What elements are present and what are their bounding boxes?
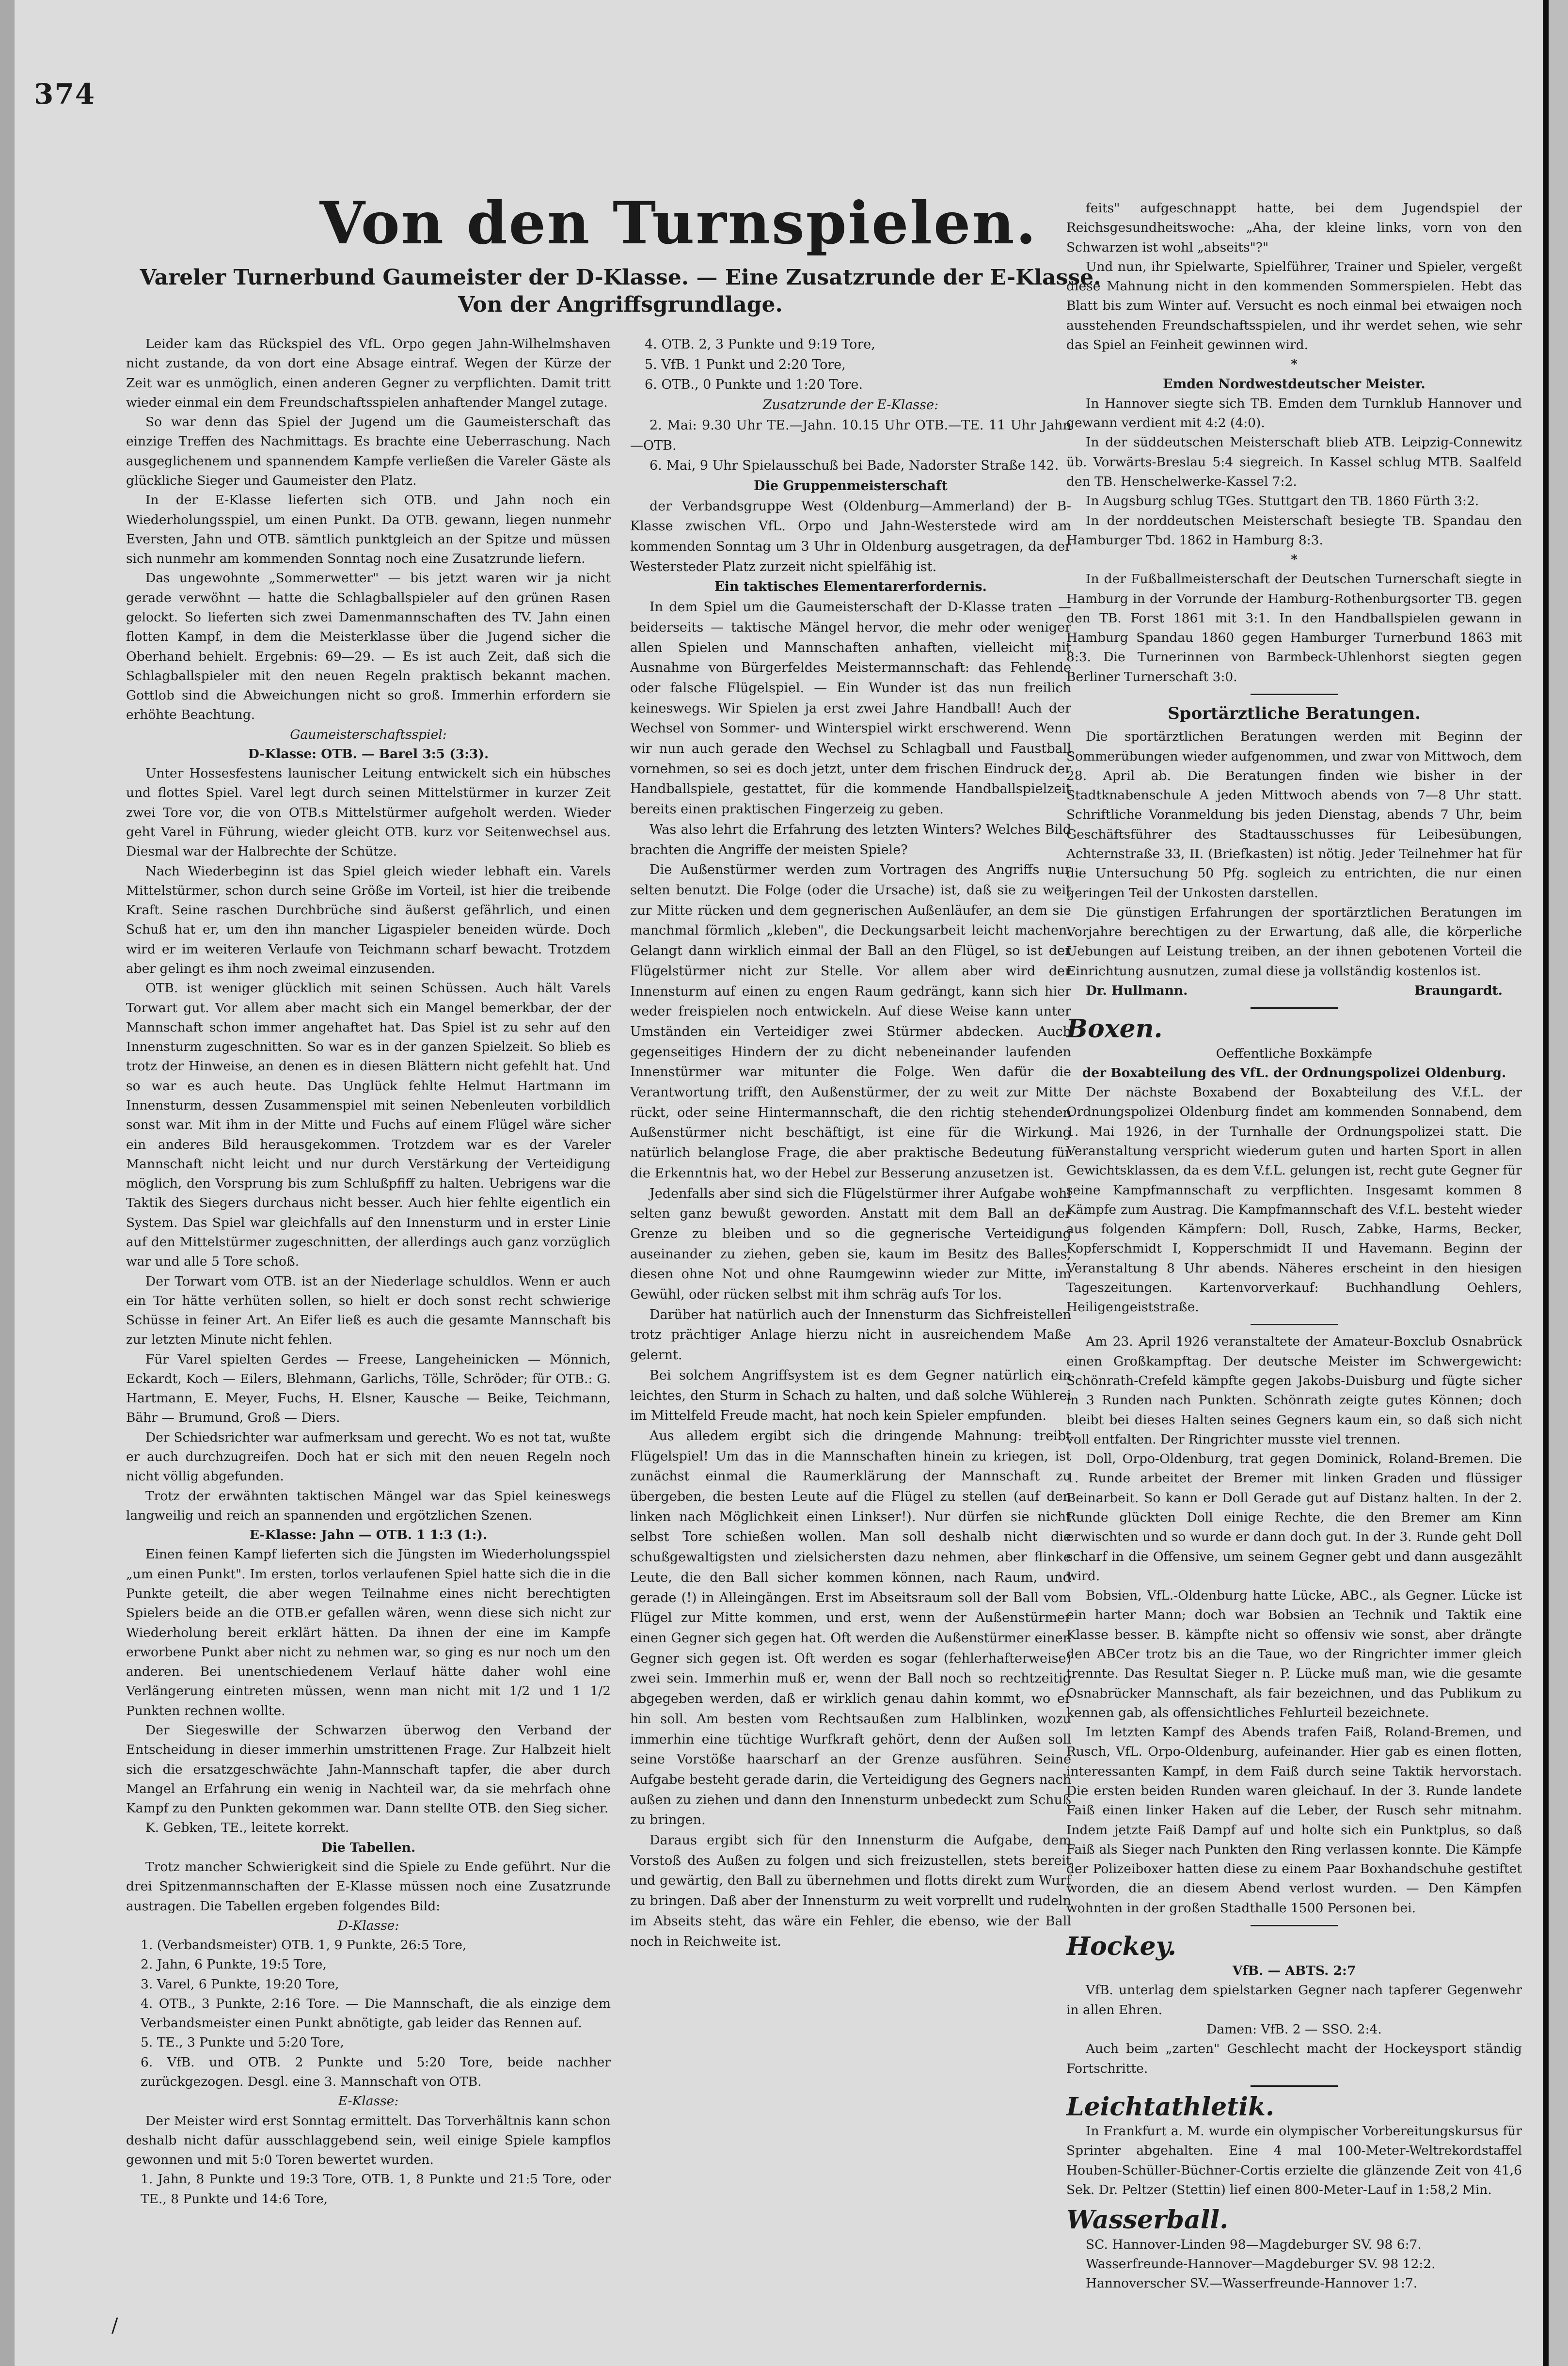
paragraph: Leider kam das Rückspiel des VfL. Orpo gegen Jahn-Wilhelmshaven nicht zustande, da von dort eine Absage eintraf. Wegen der Kürze der Zeit war es unmöglich, einen anderen Gegner zu verpflichten. Damit tritt wieder einmal ein dem Freundschaftsspielen anhaftender Mangel zutage.: [126, 336, 611, 410]
divider: [1251, 1925, 1338, 1926]
paragraph: Doll, Orpo-Oldenburg, trat gegen Dominick, Roland-Bremen. Die 1. Runde arbeitet der Bremer mit linken Graden und flüssiger Beinarbeit. So kann er Doll Gerade gut auf Distanz halten. In der 2. Runde glückten Doll einige Rechte, die den Bremer am Kinn erwischten und so wurde er dann doch gut. In der 3. Runde geht Doll scharf in die Offensive, um seinem Gegner gebt und dann ausgezählt wird.: [1066, 1451, 1522, 1584]
section-heading: Hockey.: [1066, 1931, 1176, 1961]
result-line: Wasserfreunde-Hannover—Magdeburger SV. 98 12:2.: [1086, 2256, 1436, 2271]
paragraph: Am 23. April 1926 veranstaltete der Amateur-Boxclub Osnabrück einen Großkampftag. Der deutsche Meister im Schwergewicht: Schönrath-Crefeld kämpfte gegen Jakobs-Duisburg und fügte sicher in 3 Runden nach Punkten. Schönrath zeigte gutes Können; doch bleibt bei dieses Halten seines Gegners kaum ein, so daß sich nicht voll entfalten. Der Ringrichter musste viel trennen.: [1066, 1334, 1522, 1447]
paragraph: Unter Hossesfestens launischer Leitung entwickelt sich ein hübsches und flottes Spiel. Varel legt durch seinen Mittelstürmer in kurzer Zeit zwei Tore vor, die von OTB.s Mittelstürmer aufgeholt werden. Wieder geht Varel in Führung, wieder gleicht OTB. kurz vor Seitenwechsel aus. Diesmal war der Halbrechte der Schütze.: [126, 766, 611, 859]
result-line: Damen: VfB. 2 — SSO. 2:4.: [1206, 2022, 1382, 2037]
paragraph: Bei solchem Angriffsystem ist es dem Gegner natürlich ein leichtes, den Sturm in Schach zu halten, und daß solche Wühlerei im Mittelfeld Freude macht, hat noch kein Spieler empfunden.: [630, 1367, 1071, 1424]
list-item: 6. OTB., 0 Punkte und 1:20 Tore.: [645, 377, 863, 393]
section-heading: Gaumeisterschaftsspiel:: [290, 727, 447, 742]
paragraph: Für Varel spielten Gerdes — Freese, Langeheinicken — Mönnich, Eckardt, Koch — Eilers, Blehmann, Garlichs, Tölle, Schröder; für OTB.: G. Hartmann, E. Meyer, Fuchs, H. Elsner, Kausche — Beike, Teichmann, Bähr — Brumund, Groß — Diers.: [126, 1351, 611, 1426]
paragraph: Die günstigen Erfahrungen der sportärztlichen Beratungen im Vorjahre berechtigen zu der Erwartung, daß alle, die körperliche Uebungen auf Leistung treiben, an der ihnen gebotenen Vorteil die Einrichtung ausnutzen, zumal diese ja vollständig kostenlos ist.: [1066, 905, 1522, 979]
paragraph: Der Torwart vom OTB. ist an der Niederlage schuldlos. Wenn er auch ein Tor hätte verhüten sollen, so hielt er doch sonst recht schwierige Schüsse in feiner Art. An Eifer ließ es auch die gesamte Mannschaft bis zur letzten Minute nicht fehlen.: [126, 1273, 611, 1348]
paragraph: In der norddeutschen Meisterschaft besiegte TB. Spandau den Hamburger Tbd. 1862 in Hamburg 8:3.: [1066, 513, 1522, 548]
subheadline-line-1: Vareler Turnerbund Gaumeister der D-Klasse. — Eine Zusatzrunde der E-Klasse.: [140, 265, 1101, 290]
paragraph: Auch beim „zarten" Geschlecht macht der Hockeysport ständig Fortschritte.: [1066, 2041, 1522, 2076]
standings-list: [630, 334, 1071, 395]
section-heading: Boxen.: [1066, 1014, 1163, 1044]
subheadline: [126, 264, 1115, 318]
section-heading: Die Gruppenmeisterschaft: [754, 478, 948, 493]
separator-star: *: [1291, 552, 1298, 568]
table-heading: D-Klasse:: [337, 1918, 399, 1933]
paragraph: Aus alledem ergibt sich die dringende Mahnung: treibt Flügelspiel! Um das in die Mannschaften hinein zu kriegen, ist zunächst einmal die Raumerklärung der Mannschaft zu übergeben, die besten Leute auf die Flügel zu stellen (auf den linken nach Möglichkeit einen Linkser!). Nur dürfen sie nicht selbst Tore schießen wollen. Man soll deshalb nicht die schußgewaltigsten und zielsichersten dazu nehmen, aber flinke Leute, die den Ball sicher kommen können, nach Raum, und gerade (!) in Alleingängen. Erst im Abseitsraum soll der Ball vom Flügel zur Mitte kommen, und erst, wenn der Außenstürmer einen Gegner sich gegen hat. Oft werden die Außenstürmer einen Gegner sich gegen ist. Oft werden es sogar (fehlerhafterweise) zwei sein. Immerhin muß er, wenn der Ball noch so rechtzeitig abgegeben werden, daß er wirklich genau dahin kommt, wo er hin soll. Am besten vom Rechtsaußen zum Halblinken, wozu immerhin eine tüchtige Wurfkraft gehört, denn der Außen soll seine Vorstöße haarscharf an der Grenze ausführen. Seine Aufgabe besteht gerade darin, die Verteidigung des Gegners nach außen zu ziehen und dann den Innensturm unbedeckt zum Schuß zu bringen.: [630, 1428, 1071, 1828]
section-heading: Sportärztliche Beratungen.: [1168, 704, 1421, 724]
paragraph: In Augsburg schlug TGes. Stuttgart den TB. 1860 Fürth 3:2.: [1086, 493, 1479, 509]
result-line: SC. Hannover-Linden 98—Magdeburger SV. 98 6:7.: [1086, 2237, 1422, 2252]
result-line: VfB. — ABTS. 2:7: [1232, 1963, 1356, 1979]
margin-mark: /: [111, 2315, 118, 2337]
divider: [1251, 1324, 1338, 1325]
paragraph: Der Schiedsrichter war aufmerksam und gerecht. Wo es not tat, wußte er auch durchzugreifen. Doch hat er sich mit den neuen Regeln noch nicht völlig abgefunden.: [126, 1429, 611, 1484]
paragraph: Die Außenstürmer werden zum Vortragen des Angriffs nur selten benutzt. Die Folge (oder die Ursache) ist, daß sie zu weit zur Mitte rücken und dem gegnerischen Außenläufer, an dem sie manchmal förmlich „kleben", die Deckungsarbeit leicht machen. Gelangt dann wirklich einmal der Ball an den Flügel, so ist der Flügelstürmer nicht zur Stelle. Vor allem aber wird der Innensturm auf einen zu engen Raum gedrängt, kann sich hier weder freispielen noch entwickeln. Auf diese Weise kann unter Umständen ein Verteidiger zwei Stürmer abdecken. Auch gegenseitiges Hindern der zu dicht nebeneinander laufenden Innenstürmer war mitunter die Folge. Wen dafür die Verantwortung trifft, den Außenstürmer, der zu weit zur Mitte rückt, oder seine Hintermannschaft, die den richtig stehenden Außenstürmer nicht beschäftigt, ist eine für die Wirkung natürlich belanglose Frage, die aber praktische Bedeutung für die Erkenntnis hat, wo der Hebel zur Besserung anzusetzen ist.: [630, 862, 1071, 1181]
match-heading: E-Klasse: Jahn — OTB. 1 1:3 (1:).: [249, 1527, 488, 1543]
list-item: 6. VfB. und OTB. 2 Punkte und 5:20 Tore, beide nachher zurückgezogen. Desgl. eine 3. Mannschaft von OTB.: [141, 2054, 611, 2090]
paragraph: 6. Mai, 9 Uhr Spielausschuß bei Bade, Nadorster Straße 142.: [649, 458, 1059, 474]
subheadline-line-2: Von der Angriffsgrundlage.: [458, 292, 783, 317]
paragraph: In Hannover siegte sich TB. Emden dem Turnklub Hannover und gewann verdient mit 4:2 (4:0).: [1066, 396, 1522, 431]
divider: [1251, 2085, 1338, 2087]
paragraph: In der E-Klasse lieferten sich OTB. und Jahn noch ein Wiederholungsspiel, um einen Punkt. Da OTB. gewann, liegen nunmehr Eversten, Jahn und OTB. sämtlich punktgleich an der Spitze und müssen sich nunmehr am kommenden Sonntag noch eine Zusatzrunde liefern.: [126, 492, 611, 567]
page-number: 374: [34, 78, 96, 111]
paragraph: Das ungewohnte „Sommerwetter" — bis jetzt waren wir ja nicht gerade verwöhnt — hatte die Schlagballspieler auf den grünen Rasen gelockt. So lieferten sich zwei Damenmannschaften des TV. Jahn einen flotten Kampf, in dem die Meisterklasse über die Jugend sicher die Oberhand behielt. Ergebnis: 69—29. — Es ist auch Zeit, daß sich die Schlagballspieler mit den neuen Regeln praktisch bekannt machen. Gottlob sind die Abweichungen nicht so groß. Immerhin erfordern sie erhöhte Beachtung.: [126, 571, 611, 723]
list-item: 5. VfB. 1 Punkt und 2:20 Tore,: [645, 357, 846, 372]
paragraph: Trotz der erwähnten taktischen Mängel war das Spiel keineswegs langweilig und reich an spannenden und ergötzlichen Szenen.: [126, 1488, 611, 1523]
table-heading: E-Klasse:: [338, 2094, 399, 2109]
standings-list: [126, 2170, 611, 2209]
subheading: Oeffentliche Boxkämpfe: [1216, 1046, 1373, 1061]
match-heading: D-Klasse: OTB. — Barel 3:5 (3:3).: [248, 746, 489, 762]
paragraph: In Frankfurt a. M. wurde ein olympischer Vorbereitungskursus für Sprinter abgehalten. Eine 4 mal 100-Meter-Weltrekordstaffel Houben-Schüller-Büchner-Cortis erzielte die glänzende Zeit von 41,6 Sek. Dr. Peltzer (Stettin) lief einen 800-Meter-Lauf in 1:58,2 Min.: [1066, 2124, 1522, 2197]
divider: [1251, 694, 1338, 695]
list-item: 4. OTB. 2, 3 Punkte und 9:19 Tore,: [645, 337, 875, 352]
divider: [1251, 1007, 1338, 1009]
signature-right: Braungardt.: [1414, 983, 1503, 998]
section-heading: Emden Nordwestdeutscher Meister.: [1163, 376, 1425, 392]
paragraph: Nach Wiederbeginn ist das Spiel gleich wieder lebhaft ein. Varels Mittelstürmer, schon durch seine Größe im Vorteil, ist hier die treibende Kraft. Seine raschen Durchbrüche sind äußerst gefährlich, und einen Schuß hat er, um den ihn mancher Ligaspieler beneiden würde. Doch wird er im weiteren Verlaufe von Teichmann scharf bewacht. Trotzdem aber gelingt es ihm noch zweimal einzusenden.: [126, 863, 611, 976]
paragraph: Der nächste Boxabend der Boxabteilung des V.f.L. der Ordnungspolizei Oldenburg findet am kommenden Sonnabend, dem 1. Mai 1926, in der Turnhalle der Ordnungspolizei statt. Die Veranstaltung verspricht wiederum guten und harten Sport in allen Gewichtsklassen, da es dem V.f.L. gelungen ist, recht gute Gegner für seine Kampfmannschaft zu verpflichten. Insgesamt kommen 8 Kämpfe zum Austrag. Die Kampfmannschaft des V.f.L. besteht wieder aus folgenden Kämpfern: Doll, Rusch, Zabke, Harms, Becker, Kopferschmidt I, Kopperschmidt II und Havemann. Beginn der Veranstaltung 8 Uhr abends. Näheres erscheint in den hiesigen Tageszeitungen. Kartenvorverkauf: Buchhandlung Oehlers, Heiligengeiststraße.: [1066, 1085, 1522, 1315]
paragraph: Die sportärztlichen Beratungen werden mit Beginn der Sommerübungen wieder aufgenommen, und zwar von Mittwoch, dem 28. April ab. Die Beratungen finden wie bisher in der Stadtknabenschule A jeden Mittwoch abends von 7—8 Uhr statt. Schriftliche Voranmeldung bis jeden Dienstag, abends 7 Uhr, beim Geschäftsführer des Stadtausschusses für Leibesübungen, Achternstraße 33, II. (Briefkasten) ist nötig. Jeder Teilnehmer hat für die Untersuchung 50 Pfg. sogleich zu entrichten, die nur einen geringen Teil der Unkosten darstellen.: [1066, 729, 1522, 901]
list-item: 1. Jahn, 8 Punkte und 19:3 Tore, OTB. 1, 8 Punkte und 21:5 Tore, oder TE., 8 Punkte und 14:6 Tore,: [141, 2172, 611, 2207]
scan-left-margin: [0, 0, 15, 2366]
column-3: [1066, 199, 1522, 2293]
standings-list: [126, 1936, 611, 2092]
paragraph: Trotz mancher Schwierigkeit sind die Spiele zu Ende geführt. Nur die drei Spitzenmannschaften der E-Klasse müssen noch eine Zusatzrunde austragen. Die Tabellen ergeben folgendes Bild:: [126, 1859, 611, 1914]
paragraph: feits" aufgeschnappt hatte, bei dem Jugendspiel der Reichsgesundheitswoche: „Aha, der kleine links, vorn von den Schwarzen ist wohl „abseits"?": [1066, 201, 1522, 255]
paragraph: Im letzten Kampf des Abends trafen Faiß, Roland-Bremen, und Rusch, VfL. Orpo-Oldenburg, aufeinander. Hier gab es einen flotten, interessanten Kampf, in dem Faiß durch seine Taktik hervorstach. Die ersten beiden Runden waren gleichauf. In der 3. Runde landete Faiß einen linker Haken auf die Leber, der Rusch sehr mitnahm. Indem jetzte Faiß Dampf auf und holte sich ein Punktplus, so daß Faiß als Sieger nach Punkten den Ring verlassen konnte. Die Kämpfe der Polizeiboxer hatten diese zu einem Paar Boxhandschuhe gestiftet worden, die an diesem Abend verlost wurden. — Den Kämpfen wohnten in der großen Stadthalle 1500 Personen bei.: [1066, 1725, 1522, 1916]
paragraph: Daraus ergibt sich für den Innensturm die Aufgabe, dem Vorstoß des Außen zu folgen und sich freizustellen, stets bereit und gewärtig, den Ball zu übernehmen und flotts direkt zum Wurf zu bringen. Daß aber der Innensturm zu weit vorprellt und rudeln im Abseits steht, das wäre ein Fehler, die ebenso, wie der Ball noch in Reichweite ist.: [630, 1833, 1071, 1949]
paragraph: Bobsien, VfL.-Oldenburg hatte Lücke, ABC., als Gegner. Lücke ist ein harter Mann; doch war Bobsien an Technik und Taktik eine Klasse besser. B. kämpfte nicht so offensiv wie sonst, aber drängte den ABCer trotz bis an die Taue, wo der Ringrichter immer gleich trennte. Das Resultat Sieger n. P. Lücke muß man, wie die gesamte Osnabrücker Mannschaft, als fair bezeichnen, und das Publikum zu kennen gab, als offensichtliches Fehlurteil bezeichnete.: [1066, 1588, 1522, 1720]
page-headline: Von den Turnspielen.: [319, 189, 1038, 257]
paragraph: 2. Mai: 9.30 Uhr TE.—Jahn. 10.15 Uhr OTB.—TE. 11 Uhr Jahn—OTB.: [630, 417, 1071, 453]
paragraph: OTB. ist weniger glücklich mit seinen Schüssen. Auch hält Varels Torwart gut. Vor allem aber macht sich ein Mangel bemerkbar, der der Mannschaft schon immer angehaftet hat. Das Spiel ist zu sehr auf den Innensturm zugeschnitten. So war es in der ganzen Spielzeit. So blieb es trotz der Hinweise, an denen es in diesen Blättern nicht gefehlt hat. Und so war es auch heute. Das Unglück fehlte Helmut Hartmann im Innensturm, dessen Zusammenspiel mit seinen Nebenleuten vorbildlich sonst war. Mit ihm in der Mitte und Fuchs auf einem Flügel wäre sicher ein anderes Bild herausgekommen. Trotzdem war es der Vareler Mannschaft nicht leicht und nur durch Verstärkung der Verteidigung möglich, den Vorsprung bis zum Schlußpfiff zu halten. Uebrigens war die Taktik des Siegers durchaus nicht besser. Auch hier fehlte eigentlich ein System. Das Spiel war gleichfalls auf den Innensturm und in erster Linie auf den Mittelstürmer zugeschnitten, der allerdings auch ganz vorzüglich war und alle 5 Tore schoß.: [126, 981, 611, 1270]
paragraph: Der Siegeswille der Schwarzen überwog den Verband der Entscheidung in dieser immerhin umstrittenen Frage. Zur Halbzeit hielt sich die ersatzgeschwächte Jahn-Mannschaft tapfer, die aber durch Mangel an Erfahrung ein wenig in Nachteil war, da sie mehrfach ohne Kampf zu den Punkten gekommen war. Dann stellte OTB. den Sieg sicher.: [126, 1722, 611, 1816]
paragraph: So war denn das Spiel der Jugend um die Gaumeisterschaft das einzige Treffen des Nachmittags. Es brachte eine Ueberraschung. Nach ausgeglichenem und spannendem Kampfe verließen die Vareler Gäste als glückliche Sieger und Gaumeister den Platz.: [126, 414, 611, 488]
column-2: [630, 334, 1071, 1952]
paragraph: VfB. unterlag dem spielstarken Gegner nach tapferer Gegenwehr in allen Ehren.: [1066, 1983, 1522, 2017]
paragraph: In der süddeutschen Meisterschaft blieb ATB. Leipzig-Connewitz üb. Vorwärts-Breslau 5:4 siegreich. In Kassel schlug MTB. Saalfeld den TB. Henschelwerke-Kassel 7:2.: [1066, 435, 1522, 489]
section-heading: Wasserball.: [1066, 2205, 1229, 2235]
list-item: 4. OTB., 3 Punkte, 2:16 Tore. — Die Mannschaft, die als einzige dem Verbandsmeister einen Punkt abnötigte, gab leider das Rennen auf.: [141, 1996, 611, 2031]
separator-star: *: [1291, 357, 1298, 372]
section-heading: Die Tabellen.: [321, 1840, 416, 1855]
paragraph: Was also lehrt die Erfahrung des letzten Winters? Welches Bild brachten die Angriffe der meisten Spiele?: [630, 822, 1071, 857]
paragraph: der Verbandsgruppe West (Oldenburg—Ammerland) der B-Klasse zwischen VfL. Orpo und Jahn-Westerstede wird am kommenden Sonntag um 3 Uhr in Oldenburg ausgetragen, da der Westersteder Platz zurzeit nicht spielfähig ist.: [630, 498, 1071, 574]
section-heading: Zusatzrunde der E-Klasse:: [762, 397, 939, 413]
paragraph: Einen feinen Kampf lieferten sich die Jüngsten im Wiederholungsspiel „um einen Punkt". Im ersten, torlos verlaufenen Spiel hatte sich die in die Punkte geteilt, die aber wegen Teilnahme eines nicht berechtigten Spielers beide an die OTB.er gefallen wären, wenn diese sich nicht zur Wiederholung bereit erklärt hätten. Da ihnen der eine im Kampfe erworbene Punkt aber nicht zu nehmen war, so ging es nur noch um den anderen. Bei unentschiedenem Verlauf hätte daher wohl eine Verlängerung eintreten müssen, wenn man nicht mit 1/2 und 1 1/2 Punkten rechnen wollte.: [126, 1547, 611, 1718]
paragraph: Darüber hat natürlich auch der Innensturm das Sichfreistellen trotz prächtiger Anlage hierzu nicht in ausreichendem Maße gelernt.: [630, 1307, 1071, 1363]
signature-line: [1066, 981, 1522, 1000]
list-item: 2. Jahn, 6 Punkte, 19:5 Tore,: [141, 1957, 327, 1972]
scan-right-edge: [1543, 0, 1549, 2366]
column-1: [126, 334, 611, 2209]
result-line: Hannoverscher SV.—Wasserfreunde-Hannover 1:7.: [1086, 2276, 1418, 2291]
paragraph: K. Gebken, TE., leitete korrekt.: [145, 1820, 349, 1836]
paragraph: In der Fußballmeisterschaft der Deutschen Turnerschaft siegte in Hamburg in der Vorrunde der Hamburg-Rothenburgsorter TB. gegen den TB. Forst 1861 mit 3:1. In den Handballspielen gewann in Hamburg Spandau 1860 gegen Hamburger Turnerbund 1863 mit 8:3. Die Turnerinnen von Barmbeck-Uhlenhorst siegten gegen Berliner Turnerschaft 3:0.: [1066, 572, 1522, 684]
paragraph: Jedenfalls aber sind sich die Flügelstürmer ihrer Aufgabe wohl selten ganz bewußt geworden. Anstatt mit dem Ball an der Grenze zu bleiben und so die gegnerische Verteidigung auseinander zu ziehen, geben sie, kaum im Besitz des Balles, diesen ohne Not und ohne Raumgewinn wieder zur Mitte, im Gewühl, oder rücken selbst mit ihm schräg aufs Tor los.: [630, 1186, 1071, 1302]
paragraph: Der Meister wird erst Sonntag ermittelt. Das Torverhältnis kann schon deshalb nicht dafür ausschlaggebend sein, weil einige Spiele kampflos gewonnen und mit 5:0 Toren bewertet wurden.: [126, 2113, 611, 2168]
list-item: 5. TE., 3 Punkte und 5:20 Tore,: [141, 2035, 344, 2050]
list-item: 1. (Verbandsmeister) OTB. 1, 9 Punkte, 26:5 Tore,: [141, 1937, 467, 1953]
signature-left: Dr. Hullmann.: [1086, 983, 1188, 998]
paragraph: Und nun, ihr Spielwarte, Spielführer, Trainer und Spieler, vergeßt diese Mahnung nicht in den kommenden Sommerspielen. Hebt das Blatt bis zum Winter auf. Versucht es noch einmal bei etwaigen noch ausstehenden Freundschaftsspielen, und ihr werdet sehen, wie sehr das Spiel an Feinheit gewinnen wird.: [1066, 259, 1522, 352]
list-item: 3. Varel, 6 Punkte, 19:20 Tore,: [141, 1976, 339, 1992]
subheading: der Boxabteilung des VfL. der Ordnungspolizei Oldenburg.: [1082, 1065, 1506, 1080]
section-heading: Ein taktisches Elementarerfordernis.: [714, 579, 987, 595]
paragraph: In dem Spiel um die Gaumeisterschaft der D-Klasse traten — beiderseits — taktische Mängel hervor, die mehr oder weniger allen Spielen und Mannschaften anhaften, vielleicht mit Ausnahme von Bürgerfeldes Meistermannschaft: das Fehlende oder falsche Flügelspiel. — Ein Wunder ist das nun freilich keineswegs. Wir Spielen ja erst zwei Jahre Handball! Auch der Wechsel von Sommer- und Winterspiel wirkt erschwerend. Wenn wir nun auch gerade den Wechsel zu Schlagball und Faustball vornehmen, so sei es doch jetzt, unter dem frischen Eindruck der Handballspiele, gestattet, für die kommende Handballspielzeit bereits einen praktischen Fingerzeig zu geben.: [630, 600, 1071, 817]
section-heading: Leichtathletik.: [1066, 2092, 1275, 2122]
